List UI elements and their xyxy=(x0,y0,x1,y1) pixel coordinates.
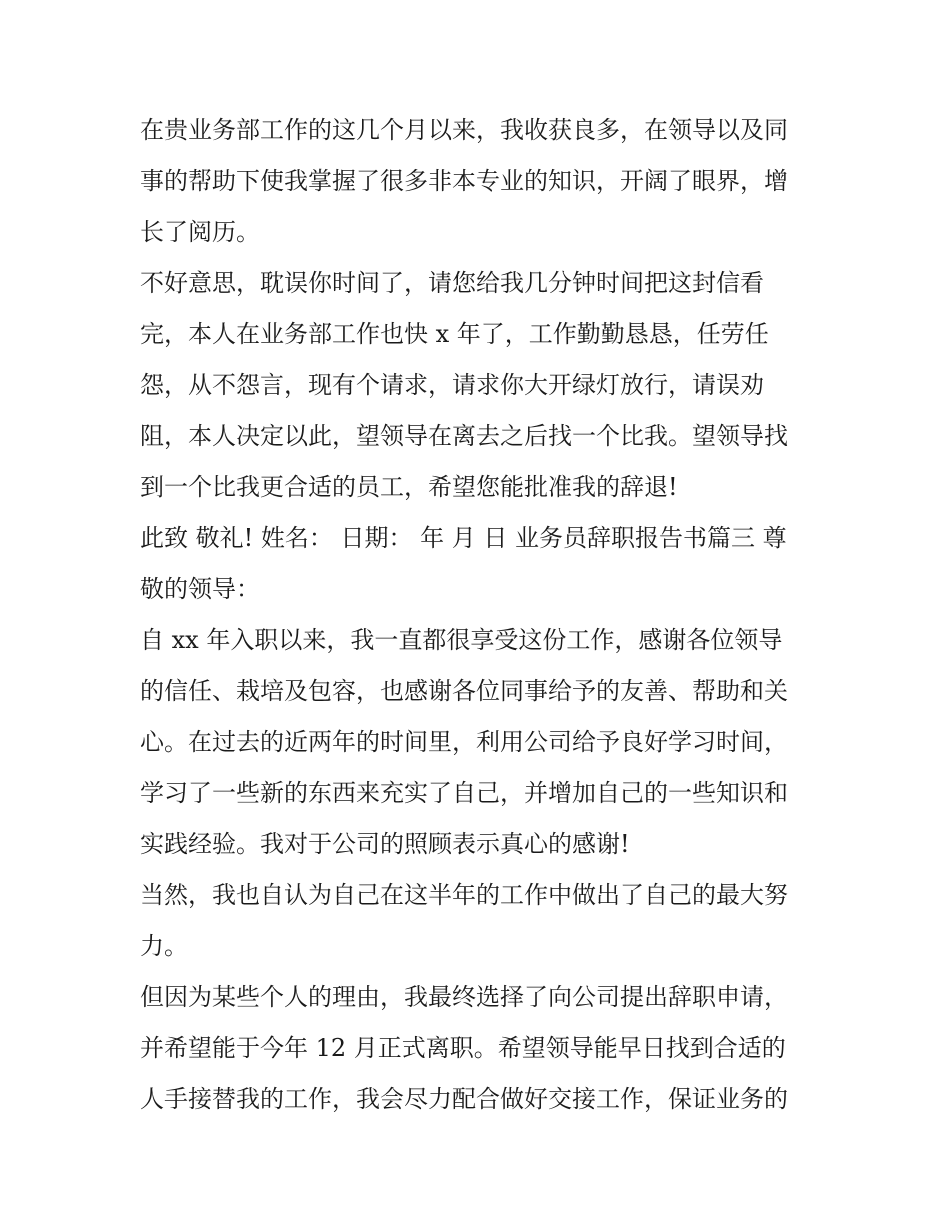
text-line-9: 此致 敬礼! 姓名： 日期： 年 月 日 业务员辞职报告书篇三 尊 xyxy=(140,524,787,552)
text-line-20: 人手接替我的工作，我会尽力配合做好交接工作，保证业务的 xyxy=(140,1085,788,1113)
text-line-10: 敬的领导： xyxy=(140,575,260,603)
text-line-18: 但因为某些个人的理由，我最终选择了向公司提出辞职申请， xyxy=(140,983,788,1011)
text-line-5: 完，本人在业务部工作也快 x 年了，工作勤勤恳恳，任劳任 xyxy=(140,320,769,348)
text-line-6: 怨，从不怨言，现有个请求，请求你大开绿灯放行，请误劝 xyxy=(140,371,764,399)
text-line-17: 力。 xyxy=(140,932,188,960)
text-line-7: 阻，本人决定以此，望领导在离去之后找一个比我。望领导找 xyxy=(140,422,788,450)
text-line-15: 实践经验。我对于公司的照顾表示真心的感谢! xyxy=(140,830,630,858)
text-line-3: 长了阅历。 xyxy=(140,218,260,246)
text-line-1: 在贵业务部工作的这几个月以来，我收获良多，在领导以及同 xyxy=(140,116,788,144)
text-line-11: 自 xx 年入职以来，我一直都很享受这份工作，感谢各位领导 xyxy=(140,626,783,654)
text-line-12: 的信任、栽培及包容，也感谢各位同事给予的友善、帮助和关 xyxy=(140,677,788,705)
text-line-2: 事的帮助下使我掌握了很多非本专业的知识，开阔了眼界，增 xyxy=(140,167,788,195)
text-line-14: 学习了一些新的东西来充实了自己，并增加自己的一些知识和 xyxy=(140,779,788,807)
text-line-8: 到一个比我更合适的员工，希望您能批准我的辞退! xyxy=(140,473,678,501)
text-line-19: 并希望能于今年 12 月正式离职。希望领导能早日找到合适的 xyxy=(140,1034,786,1062)
document-body xyxy=(140,105,830,1125)
text-line-13: 心。在过去的近两年的时间里，利用公司给予良好学习时间， xyxy=(140,728,788,756)
text-line-4: 不好意思，耽误你时间了，请您给我几分钟时间把这封信看 xyxy=(140,269,764,297)
text-line-16: 当然，我也自认为自己在这半年的工作中做出了自己的最大努 xyxy=(140,881,788,909)
